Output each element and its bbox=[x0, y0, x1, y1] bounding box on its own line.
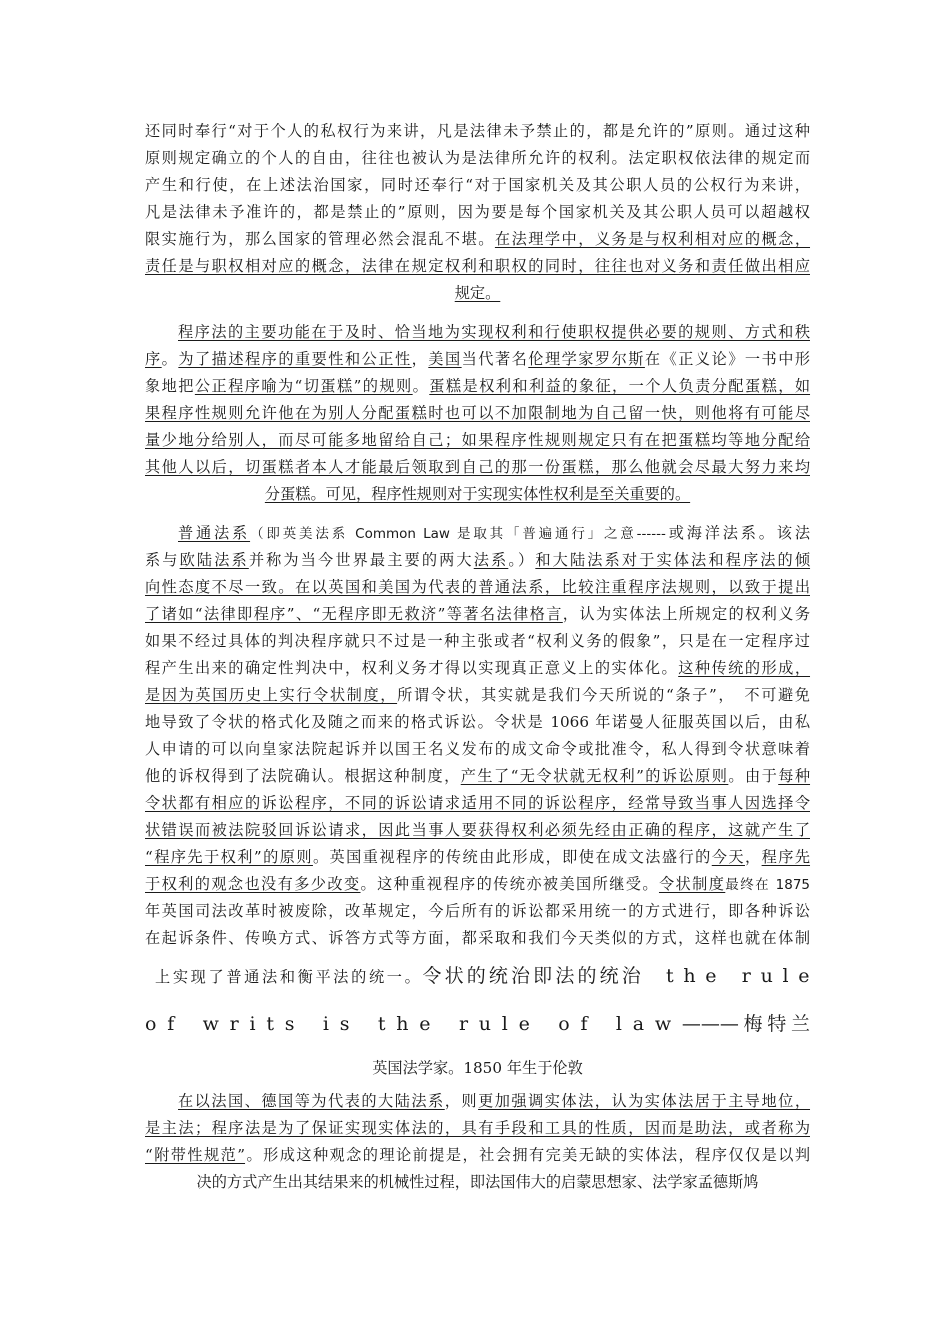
text-run: 他的诉权得到了法院确认。根据这种制度， bbox=[145, 767, 461, 785]
text-run: ，认为实体法上所规定的权利义务 bbox=[562, 605, 811, 623]
underlined-text: 公正程序喻为“切蛋糕”的规则 bbox=[194, 377, 413, 395]
text-line bbox=[145, 655, 810, 682]
text-line: 决的方式产生出其结果来的机械性过程，即法国伟大的启蒙思想家、法学家孟德斯鸠 bbox=[196, 1173, 759, 1191]
underlined-text: 美国 bbox=[428, 350, 462, 368]
underlined-text: 了诸如“法律即程序”、“无程序即无救济”等著名法律格言 bbox=[145, 605, 563, 623]
text-line: 在起诉条件、传唤方式、诉答方式等方面，都采取和我们今天类似的方式，这样也就在体制 bbox=[145, 929, 810, 947]
text-run: 系与 bbox=[145, 551, 180, 569]
text-line bbox=[145, 373, 810, 400]
underlined-text: 于权利的观念也没有多少改变 bbox=[145, 875, 361, 893]
text-run: 并称为当今世界最主要的两大 bbox=[248, 551, 474, 569]
underlined-text: 是因为英国历史上实行令状制度， bbox=[145, 686, 398, 704]
underlined-text: 更加强调实体法，认为实体法居于主导地位， bbox=[478, 1092, 811, 1110]
text-run: 。英国重视程序的传统由此形成，即使在成文法盛行的 bbox=[312, 848, 712, 866]
underlined-text: 伦理学家罗尔斯 bbox=[528, 350, 645, 368]
text-run: 上实现了普通法和衡平法的统一。 bbox=[155, 968, 423, 986]
text-line bbox=[145, 280, 810, 307]
underlined-text: 和大陆法系对于实体法和程序法的倾 bbox=[535, 551, 811, 569]
underlined-text-line: 其他人以后，切蛋糕者本人才能最后领取到自己的那一份蛋糕，那么他就会尽最大努力来均 bbox=[145, 458, 810, 476]
underlined-text: 规定。 bbox=[454, 284, 501, 302]
underlined-text: 在以法国、德国等为代表的大陆法系 bbox=[178, 1092, 445, 1110]
underlined-text: 令状制度 bbox=[658, 875, 726, 893]
text-line: 凡是法律未予准许的，都是禁止的”原则，因为要是每个国家机关及其公职人员可以超越权 bbox=[145, 203, 810, 221]
underlined-text: 程序法的主要功能在于及时、恰当地为实现权利和行使职权提供必要的规则、方式和秩 bbox=[178, 323, 810, 341]
underlined-text: 每种 bbox=[778, 767, 811, 785]
underlined-text: “程序先于权利”的原则 bbox=[145, 848, 313, 866]
text-run: 限实施行为，那么国家的管理必然会混乱不堪。 bbox=[145, 230, 495, 248]
paragraph-2 bbox=[145, 319, 810, 508]
text-run: 象地把 bbox=[145, 377, 195, 395]
underlined-text: 普通法系 bbox=[178, 524, 251, 542]
underlined-text: 在法理学中，义务是与权利相对应的概念， bbox=[494, 230, 811, 248]
text-line bbox=[145, 481, 810, 508]
underlined-text: 序 bbox=[145, 350, 162, 368]
underlined-text-line: 状错误而被法院驳回诉讼请求，因此当事人要获得权利必须先经由正确的程序，这就产生了 bbox=[145, 821, 810, 839]
underlined-text-line: 责任是与职权相对应的概念，法律在规定权利和职权的同时，往往也对义务和责任做出相应 bbox=[145, 257, 810, 275]
text-run: 程产生出来的确定性判决中，权利义务才得以实现真正意义上的实体化。 bbox=[145, 659, 679, 677]
text-line bbox=[145, 952, 810, 1000]
quote-line: o f w r i t s i s t h e r u l e o f l a w ———梅特兰 bbox=[145, 1013, 810, 1035]
text-line bbox=[145, 871, 810, 898]
text-run: 。这种重视程序的传统亦被美国所继受。 bbox=[360, 875, 659, 893]
text-run: 令状是 1066 年诺曼人征服英国以后，由私 bbox=[494, 713, 811, 731]
text-run: 最终在 1875 bbox=[725, 877, 811, 893]
document-page bbox=[145, 118, 810, 1196]
underlined-text: 产生了“无令状就无权利”的诉讼原则 bbox=[460, 767, 729, 785]
text-line: 原则规定确立的个人的自由，往往也被认为是法律所允许的权利。法定职权依法律的规定而 bbox=[145, 149, 810, 167]
text-run: 当代著名 bbox=[461, 350, 529, 368]
text-run: 令状的统治即法的统治 t h e r u l e bbox=[422, 965, 810, 987]
text-run: 或海洋法系。该法 bbox=[665, 524, 810, 542]
text-run: ， bbox=[744, 848, 762, 866]
underlined-text: 欧陆法系 bbox=[179, 551, 249, 569]
text-line bbox=[145, 226, 810, 253]
paragraph-3 bbox=[145, 520, 810, 1088]
text-line bbox=[145, 601, 810, 628]
text-run: 所谓令状，其实就是我们今天所说的“条子”， 不可避免 bbox=[397, 686, 810, 704]
paragraph-1 bbox=[145, 118, 810, 307]
underlined-text-line: 量少地分给别人，而尽可能多地留给自己；如果程序性规则规定只有在把蛋糕均等地分配给 bbox=[145, 431, 810, 449]
text-line: 如果不经过具体的判决程序就只不过是一种主张或者“权利义务的假象”，只是在一定程序过 bbox=[145, 632, 810, 650]
text-run: ，则 bbox=[444, 1092, 479, 1110]
text-line bbox=[145, 844, 810, 871]
text-run: 。 bbox=[161, 350, 179, 368]
underlined-text-line: 果程序性规则允许他在为别人分配蛋糕时也可以不加限制地为自己留一快，则他将有可能尽 bbox=[145, 404, 810, 422]
text-line bbox=[145, 319, 810, 346]
text-line bbox=[145, 346, 810, 373]
underlined-text-line: 向性态度不尽一致。在以英国和美国为代表的普通法系，比较注重程序法规则，以致于提出 bbox=[145, 578, 810, 596]
text-line bbox=[145, 1142, 810, 1169]
underlined-text: 蛋糕是权利和利益的象征，一个人负责分配蛋糕，如 bbox=[429, 377, 811, 395]
paragraph-4 bbox=[145, 1088, 810, 1196]
text-run: 。形成这种观念的理论前提是，社会拥有完美无缺的实体法，程序仅仅是以判 bbox=[245, 1146, 811, 1164]
text-line bbox=[145, 520, 810, 547]
text-line bbox=[145, 763, 810, 790]
text-run: 在《正义论》一书中形 bbox=[644, 350, 811, 368]
text-run: （即英美法系 Common Law 是取其「普遍通行」之意------ bbox=[250, 526, 666, 542]
text-run: ， bbox=[411, 350, 429, 368]
underlined-text: 程序先 bbox=[761, 848, 811, 866]
text-line bbox=[145, 709, 810, 736]
text-line: 还同时奉行“对于个人的私权行为来讲，凡是法律未予禁止的，都是允许的”原则。通过这种 bbox=[145, 122, 810, 140]
text-run: 。） bbox=[508, 551, 536, 569]
text-line: 年英国司法改革时被废除，改革规定，今后所有的诉讼都采用统一的方式进行，即各种诉讼 bbox=[145, 902, 810, 920]
text-run: 地导致了令状的格式化及随之而来的格式诉讼。 bbox=[145, 713, 495, 731]
underlined-text: 为了描述程序的重要性和公正性 bbox=[178, 350, 412, 368]
underlined-text: 法系 bbox=[473, 551, 509, 569]
underlined-text: 今天 bbox=[711, 848, 745, 866]
text-line: 人申请的可以向皇家法院起诉并以国王名义发布的成文命令或批准令，私人得到令状意味着 bbox=[145, 740, 810, 758]
text-line bbox=[145, 547, 810, 574]
text-line: 产生和行使，在上述法治国家，同时还奉行“对于国家机关及其公职人员的公权行为来讲， bbox=[145, 176, 810, 194]
text-run: 。 bbox=[412, 377, 430, 395]
text-line bbox=[145, 1088, 810, 1115]
text-run: 。由于 bbox=[728, 767, 779, 785]
text-line: 英国法学家。1850 年生于伦敦 bbox=[372, 1059, 583, 1077]
underlined-text: “附带性规范” bbox=[145, 1146, 246, 1164]
underlined-text: 分蛋糕。可见，程序性规则对于实现实体性权利是至关重要的。 bbox=[264, 485, 691, 503]
underlined-text-line: 是主法；程序法是为了保证实现实体法的，具有手段和工具的性质，因而是助法，或者称为 bbox=[145, 1119, 810, 1137]
text-line bbox=[145, 682, 810, 709]
underlined-text: 这种传统的形成， bbox=[678, 659, 811, 677]
underlined-text-line: 令状都有相应的诉讼程序，不同的诉讼请求适用不同的诉讼程序，经常导致当事人因选择令 bbox=[145, 794, 810, 812]
